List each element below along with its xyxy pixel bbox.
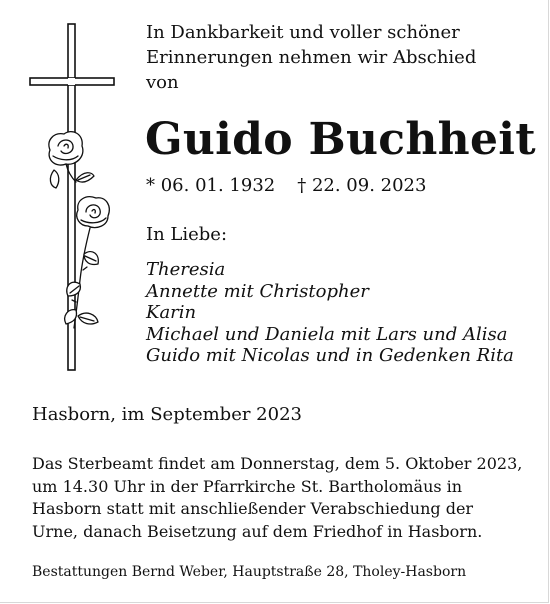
- intro-line: Erinnerungen nehmen wir Abschied: [146, 47, 477, 68]
- notice-line: Hasborn statt mit anschließender Verabschiedung der: [32, 499, 474, 518]
- intro-text: [146, 20, 536, 95]
- notice-line: um 14.30 Uhr in der Pfarrkirche St. Bartholomäus in: [32, 476, 463, 496]
- mourners-list: [146, 259, 514, 367]
- cross-with-rose-icon: [26, 22, 126, 372]
- funeral-home-footer: Bestattungen Bernd Weber, Hauptstraße 28, Tholey-Hasborn: [32, 564, 467, 580]
- rose-icon: [49, 132, 109, 328]
- mourner-entry: Theresia: [146, 259, 226, 280]
- mourners-heading: In Liebe:: [146, 224, 228, 245]
- death-date: † 22. 09. 2023: [297, 175, 427, 196]
- mourner-entry: Michael und Daniela mit Lars und Alisa: [146, 323, 508, 345]
- birth-date: * 06. 01. 1932: [146, 175, 276, 196]
- mourner-entry: Guido mit Nicolas und in Gedenken Rita: [146, 345, 514, 366]
- funeral-notice: [32, 453, 532, 543]
- intro-line: von: [146, 72, 179, 93]
- notice-line: Urne, danach Beisetzung auf dem Friedhof in Hasborn.: [32, 521, 483, 541]
- mourner-entry: Annette mit Christopher: [146, 280, 369, 302]
- place-and-date: Hasborn, im September 2023: [32, 404, 302, 425]
- life-dates: [146, 174, 426, 198]
- mourner-entry: Karin: [146, 302, 197, 323]
- intro-line: In Dankbarkeit und voller schöner: [146, 22, 460, 43]
- deceased-name: Guido Buchheit: [145, 114, 536, 165]
- notice-line: Das Sterbeamt findet am Donnerstag, dem 5. Oktober 2023,: [32, 454, 523, 473]
